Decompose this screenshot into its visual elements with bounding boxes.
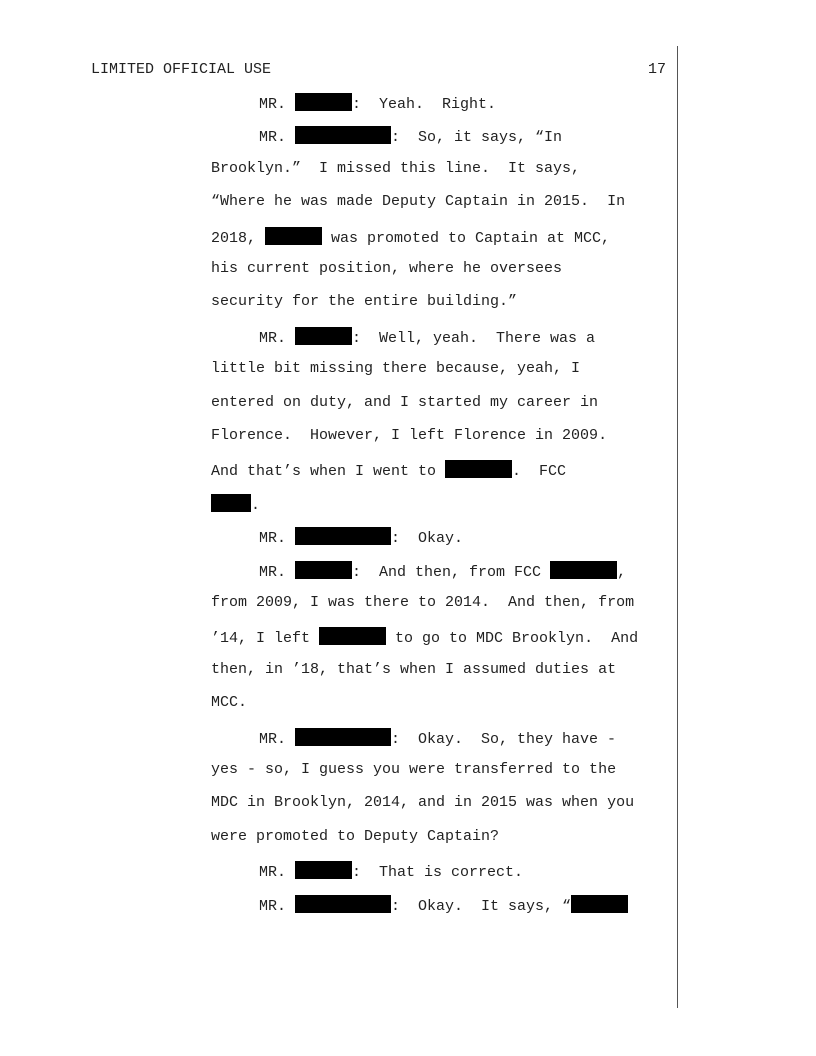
transcript-line <box>0 360 680 382</box>
transcript-line <box>0 828 680 850</box>
text-segment: MR. <box>259 129 296 147</box>
text-segment: : And then, from FCC <box>352 563 551 581</box>
transcript-line <box>0 895 680 917</box>
text-segment: : Okay. It says, “ <box>391 897 572 915</box>
text-segment: Florence. However, I left Florence in 2009. <box>211 427 608 444</box>
text-segment: MR. <box>259 329 296 347</box>
line-text <box>211 227 610 247</box>
text-segment: 2018, <box>211 229 266 247</box>
text-segment: his current position, where he oversees <box>211 260 563 277</box>
line-text <box>211 293 517 310</box>
transcript-line <box>0 694 680 716</box>
text-segment: from 2009, I was there to 2014. And then, from <box>211 594 635 611</box>
line-text <box>211 828 499 845</box>
redaction-bar <box>295 93 352 111</box>
transcript-line <box>0 494 680 516</box>
line-text <box>211 494 260 514</box>
transcript-line <box>0 761 680 783</box>
text-segment: : Yeah. Right. <box>352 96 497 113</box>
page-number: 17 <box>648 61 667 78</box>
line-text <box>259 327 595 347</box>
redaction-bar <box>295 895 391 913</box>
redaction-bar <box>571 895 628 913</box>
transcript-line <box>0 293 680 315</box>
page-header-left: LIMITED OFFICIAL USE <box>91 61 272 78</box>
line-text <box>259 93 496 113</box>
line-text <box>211 627 638 647</box>
text-segment: to go to MDC Brooklyn. And <box>386 630 639 648</box>
transcript-line <box>0 728 680 750</box>
transcript-line <box>0 394 680 416</box>
line-text <box>211 694 247 711</box>
text-segment: , <box>617 563 627 581</box>
text-segment: ’14, I left <box>211 630 320 648</box>
redaction-bar <box>295 861 352 879</box>
transcript-line <box>0 93 680 115</box>
transcript-line <box>0 460 680 482</box>
redaction-bar <box>211 494 251 512</box>
redaction-bar <box>550 561 617 579</box>
text-segment: : Well, yeah. There was a <box>352 329 596 347</box>
line-text <box>211 160 580 177</box>
line-text <box>211 594 634 611</box>
text-segment: “Where he was made Deputy Captain in 2015. In <box>211 193 626 211</box>
line-text <box>211 761 616 778</box>
text-segment: were promoted to Deputy Captain? <box>211 827 500 845</box>
redaction-bar <box>295 327 352 345</box>
text-segment: . FCC <box>512 463 567 481</box>
transcript-line <box>0 594 680 616</box>
line-text <box>211 427 607 444</box>
line-text <box>211 460 566 480</box>
redaction-bar <box>445 460 512 478</box>
text-segment: Brooklyn.” I missed this line. It says, <box>211 159 581 177</box>
text-segment: MR. <box>259 563 296 581</box>
transcript-line <box>0 427 680 449</box>
text-segment: MCC. <box>211 694 248 712</box>
text-segment: then, in ’18, that’s when I assumed duties at <box>211 660 617 678</box>
text-segment: yes - so, I guess you were transferred to the <box>211 761 617 778</box>
line-text <box>211 794 634 811</box>
transcript-line <box>0 260 680 282</box>
transcript-line <box>0 327 680 349</box>
text-segment: : That is correct. <box>352 864 524 882</box>
transcript-line <box>0 227 680 249</box>
line-text <box>259 895 628 915</box>
text-segment: little bit missing there because, yeah, I <box>211 360 581 378</box>
transcript-line <box>0 661 680 683</box>
line-text <box>259 561 626 581</box>
line-text <box>211 661 616 678</box>
redaction-bar <box>295 728 391 746</box>
text-segment: MR. <box>259 897 296 915</box>
text-segment: MDC in Brooklyn, 2014, and in 2015 was when you <box>211 794 635 812</box>
line-text <box>259 728 616 748</box>
text-segment: entered on duty, and I started my career in <box>211 393 599 411</box>
text-segment: And that’s when I went to <box>211 463 446 481</box>
text-segment: : Okay. <box>391 530 464 548</box>
text-segment: MR. <box>259 730 296 748</box>
redaction-bar <box>295 126 391 144</box>
text-segment: was promoted to Captain at MCC, <box>322 229 611 247</box>
transcript-line <box>0 126 680 148</box>
redaction-bar <box>265 227 322 245</box>
line-text <box>211 193 625 210</box>
transcript-line <box>0 794 680 816</box>
text-segment: security for the entire building.” <box>211 293 518 311</box>
line-text <box>259 861 523 881</box>
transcript-line <box>0 561 680 583</box>
transcript-line <box>0 627 680 649</box>
transcript-line <box>0 160 680 182</box>
text-segment: MR. <box>259 96 296 113</box>
transcript-line <box>0 861 680 883</box>
line-text <box>259 527 463 547</box>
text-segment: . <box>251 496 261 514</box>
transcript-line <box>0 527 680 549</box>
line-text <box>259 126 562 146</box>
transcript-line <box>0 193 680 215</box>
redaction-bar <box>295 527 391 545</box>
line-text <box>211 260 562 277</box>
redaction-bar <box>295 561 352 579</box>
text-segment: : Okay. So, they have - <box>391 730 617 748</box>
text-segment: MR. <box>259 864 296 882</box>
line-text <box>211 394 598 411</box>
line-text <box>211 360 580 377</box>
text-segment: MR. <box>259 530 296 548</box>
text-segment: : So, it says, “In <box>391 129 563 147</box>
redaction-bar <box>319 627 386 645</box>
